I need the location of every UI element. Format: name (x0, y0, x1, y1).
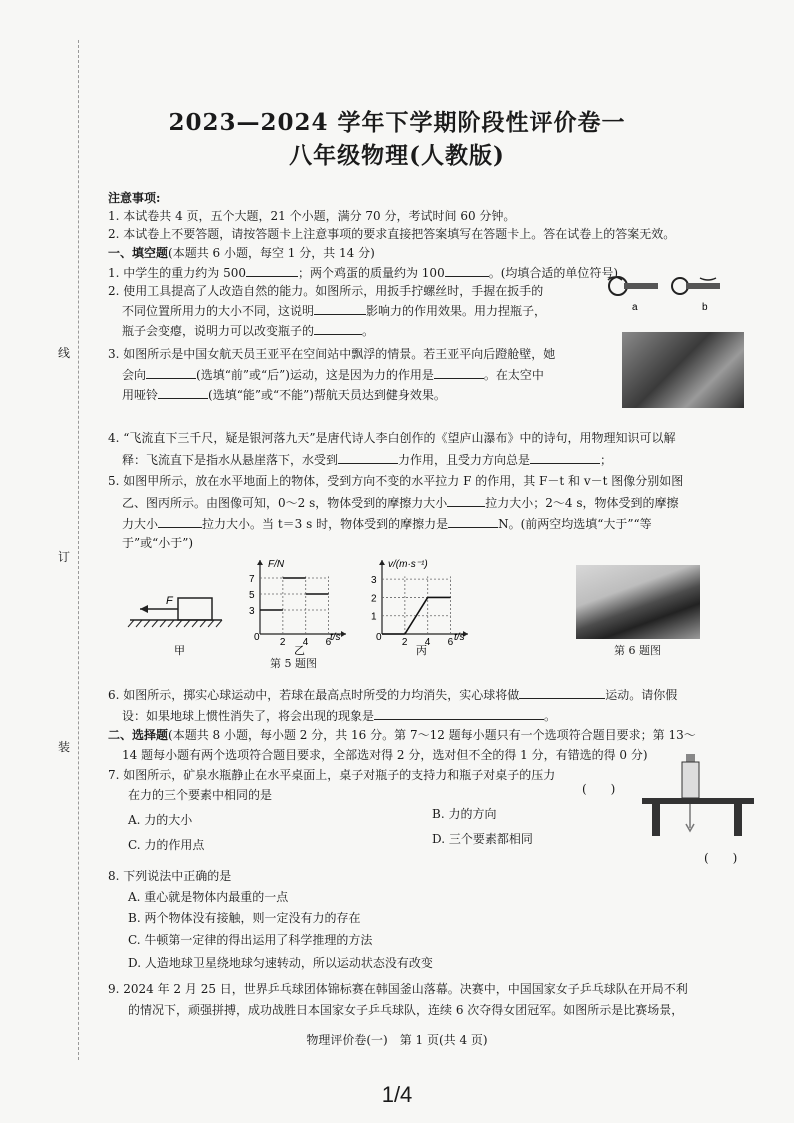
q9-line-2: 的情况下，顽强拼搏，成功战胜日本国家女子乒乓球队，连续 6 次夺得女团冠军。如图所示是比赛场景， (128, 1003, 684, 1017)
vt-origin: 0 (376, 632, 382, 643)
astronaut-photo (622, 332, 744, 408)
side-label-zhuang: 装 (58, 740, 71, 754)
q5-blank-3 (448, 515, 498, 528)
q5-text-a: 乙、图丙所示。由图像可知，0～2 s，物体受到的摩擦力大小 (122, 496, 448, 510)
q3-text-c: 。在太空中 (483, 368, 544, 382)
vt-chart (364, 554, 476, 656)
q3-blank-1 (146, 366, 196, 379)
q5-line-3 (122, 515, 652, 532)
fig5-yi-label: 乙 (294, 645, 305, 656)
table-bottle-figure (636, 752, 756, 838)
q5-blank-1 (447, 494, 485, 507)
q5-line-1: 5. 如图甲所示，放在水平地面上的物体，受到方向不变的水平拉力 F 的作用，其 F－t 和 v－t 图像分别如图 (108, 474, 684, 488)
note-2: 2. 本试卷上不要答题，请按答题卡上注意事项的要求直接把答案填写在答题卡上。答在试卷上的答案无效。 (108, 227, 676, 241)
q2-text-c: 瓶子会变瘪，说明力可以改变瓶子的 (122, 324, 315, 338)
page-indicator: 1/4 (381, 1082, 413, 1107)
page-footer: 物理评价卷(一) 第 1 页(共 4 页) (306, 1033, 488, 1047)
q5-text-d: 拉力大小。当 t＝3 s 时，物体受到的摩擦力是 (202, 517, 449, 531)
ft-ytick-7: 7 (249, 574, 255, 585)
section-1-desc: (本题共 6 小题，每空 1 分，共 14 分) (168, 246, 375, 260)
section-2-title: 二、选择题 (108, 728, 169, 742)
question-1 (108, 264, 618, 281)
q4-blank-1 (338, 451, 398, 464)
ft-chart-series (260, 578, 329, 610)
fig5-bing-label: 丙 (416, 645, 427, 656)
q9-line-1: 9. 2024 年 2 月 25 日，世界乒乓球团体锦标赛在韩国釜山落幕。决赛中，中国国家女子乒乓球队在开局不利 (108, 982, 688, 996)
ft-ytick-3: 3 (249, 606, 255, 617)
vt-y-arrow (379, 560, 385, 565)
wrench-figure (600, 272, 730, 314)
section-2-line-2: 14 题每小题有两个选项符合题目要求，全部选对得 2 分，选对但不全的得 1 分，有错选的得 0 分) (122, 748, 648, 762)
ft-ylabel: F/N (268, 559, 285, 570)
q4-line-1: 4. “飞流直下三千尺，疑是银河落九天”是唐代诗人李白创作的《望庐山瀑布》中的诗句，用物理知识可以解 (108, 431, 676, 445)
fig5-jia-label: 甲 (174, 645, 185, 656)
q1-blank-1 (246, 264, 298, 277)
q1-text-b: ；两个鸡蛋的质量约为 100 (297, 266, 445, 280)
q7-option-d: D. 三个要素都相同 (432, 832, 533, 846)
exam-title: 2023—2024 学年下学期阶段性评价卷一 (168, 109, 626, 136)
wrench-label-b: b (702, 302, 708, 313)
table-top (642, 798, 754, 804)
force-arrow-head (140, 605, 148, 613)
ft-xtick-6: 6 (325, 637, 332, 648)
ft-ytick-5: 5 (249, 590, 255, 601)
vt-xtick-2: 2 (401, 637, 408, 648)
q7-answer-paren: ( ) (582, 782, 616, 796)
vt-ytick-2: 2 (371, 593, 377, 605)
vt-xtick-4: 4 (424, 637, 431, 648)
ft-chart-ticks (249, 574, 332, 648)
q2-text-a: 不同位置所用力的大小不同，这说明 (122, 304, 315, 318)
q6-text-d: 。 (544, 709, 557, 723)
q5-line-4: 于”或“小于”) (122, 536, 194, 550)
q6-line-2 (122, 707, 556, 724)
force-label: F (166, 595, 173, 607)
note-1: 1. 本试卷共 4 页，五个大题，21 个小题，满分 70 分，考试时间 60 分钟。 (108, 209, 516, 223)
q3-text-b: (选填“前”或“后”)运动，这是因为力的作用是 (196, 368, 434, 382)
section-1-heading (108, 245, 375, 261)
q6-text-a: 6. 如图所示，掷实心球运动中，若球在最高点时所受的力均消失，实心球将做 (108, 688, 520, 702)
ft-xtick-4: 4 (302, 637, 309, 648)
vt-xtick-6: 6 (447, 637, 454, 648)
q2-text-d: 。 (362, 324, 375, 338)
section-2-desc: (本题共 8 小题，每小题 2 分，共 16 分。第 7～12 题每小题只有一个选项符合题目要求；第 13～ (168, 728, 696, 742)
q8-answer-paren: ( ) (704, 851, 738, 865)
q4-text-b: 力作用，且受力方向总是 (398, 453, 531, 467)
vt-chart-ticks (371, 575, 454, 648)
q6-blank-2 (374, 707, 544, 720)
section-2-line-1 (108, 727, 696, 743)
q2-line-3 (122, 322, 374, 339)
q8-option-b: B. 两个物体没有接触，则一定没有力的存在 (128, 911, 361, 925)
q3-line-3 (122, 386, 446, 403)
vt-xlabel: t/s (454, 632, 465, 643)
q7-option-c: C. 力的作用点 (128, 838, 205, 852)
q7-option-a: A. 力的大小 (128, 813, 193, 827)
exam-subtitle: 八年级物理(人教版) (289, 142, 505, 169)
q4-blank-2 (530, 451, 600, 464)
q6-text-b: 运动。请你假 (605, 688, 678, 702)
q3-text-e: (选填“能”或“不能”)帮航天员达到健身效果。 (208, 388, 446, 402)
q5-line-2 (122, 494, 679, 511)
notes-heading: 注意事项: (108, 191, 161, 205)
wrench-b-icon (672, 278, 720, 294)
side-label-ding: 订 (58, 550, 71, 564)
q8-option-c: C. 牛顿第一定律的得出运用了科学推理的方法 (128, 933, 373, 947)
vt-chart-guides (382, 576, 451, 634)
fig6-caption: 第 6 题图 (614, 644, 661, 657)
vt-ylabel: v/(m·s⁻¹) (388, 559, 428, 570)
binding-line (78, 40, 79, 1060)
q2-line-2 (122, 302, 546, 319)
q6-text-c: 设：如果地球上惯性消失了，将会出现的现象是 (122, 709, 375, 723)
q8-option-d: D. 人造地球卫星绕地球匀速转动，所以运动状态没有改变 (128, 956, 433, 970)
q7-stem-2: 在力的三个要素中相同的是 (128, 788, 273, 802)
q2-blank-1 (314, 302, 366, 315)
q4-line-2 (122, 451, 612, 468)
vt-chart-series (382, 597, 451, 634)
fig5-caption: 第 5 题图 (270, 657, 317, 670)
q1-text-c: 。(均填合适的单位符号) (488, 266, 619, 280)
q3-line-1: 3. 如图所示是中国女航天员王亚平在空间站中飘浮的情景。若王亚平向后蹬舱壁，她 (108, 347, 556, 361)
vt-ytick-3: 3 (371, 575, 377, 587)
bottle-cap (686, 754, 695, 762)
q1-text-a: 1. 中学生的重力约为 500 (108, 266, 246, 280)
q3-text-d: 用哑铃 (122, 388, 159, 402)
wrench-a-icon (608, 277, 658, 295)
ft-origin: 0 (254, 632, 260, 643)
q3-blank-3 (158, 386, 208, 399)
q6-line-1 (108, 686, 677, 703)
ft-xtick-2: 2 (279, 637, 286, 648)
q1-blank-2 (445, 264, 489, 277)
q3-line-2 (122, 366, 544, 383)
fig5-jia-diagram (126, 586, 226, 656)
table-leg-right (734, 804, 742, 836)
q3-blank-2 (434, 366, 484, 379)
ft-y-arrow (257, 560, 263, 565)
q8-stem: 8. 下列说法中正确的是 (108, 869, 232, 883)
q5-text-c: 力大小 (122, 517, 159, 531)
q2-line-1: 2. 使用工具提高了人改造自然的能力。如图所示，用扳手拧螺丝时，手握在扳手的 (108, 284, 544, 298)
ft-chart (242, 554, 352, 656)
q7-stem-1: 7. 如图所示，矿泉水瓶静止在水平桌面上，桌子对瓶子的支持力和瓶子对桌子的压力 (108, 768, 556, 782)
vt-segment-1 (405, 597, 428, 634)
q7-option-b: B. 力的方向 (432, 807, 497, 821)
bottle-icon (682, 762, 699, 798)
block (178, 598, 212, 620)
q2-text-b: 影响力的作用效果。用力捏瓶子， (366, 304, 547, 318)
q3-text-a: 会向 (122, 368, 147, 382)
q5-text-b: 拉力大小；2～4 s，物体受到的摩擦 (485, 496, 679, 510)
ft-chart-guides (260, 576, 329, 634)
q5-blank-2 (158, 515, 202, 528)
q8-option-a: A. 重心就是物体内最重的一点 (128, 890, 289, 904)
wrench-label-a: a (632, 302, 638, 313)
side-label-xian: 线 (58, 346, 71, 360)
q4-text-a: 释：飞流直下是指水从悬崖落下，水受到 (122, 453, 339, 467)
q4-text-c: ； (600, 453, 613, 467)
q5-text-e: N。(前两空均选填“大于”“等 (498, 517, 652, 531)
vt-ytick-1: 1 (371, 611, 377, 623)
table-leg-left (652, 804, 660, 836)
q6-blank-1 (519, 686, 605, 699)
q2-blank-2 (314, 322, 362, 335)
ground-hatch (128, 620, 222, 627)
ft-xlabel: t/s (330, 632, 341, 643)
section-1-title: 一、填空题 (108, 246, 169, 260)
shot-put-photo (576, 565, 700, 639)
ft-x-arrow (341, 631, 346, 637)
